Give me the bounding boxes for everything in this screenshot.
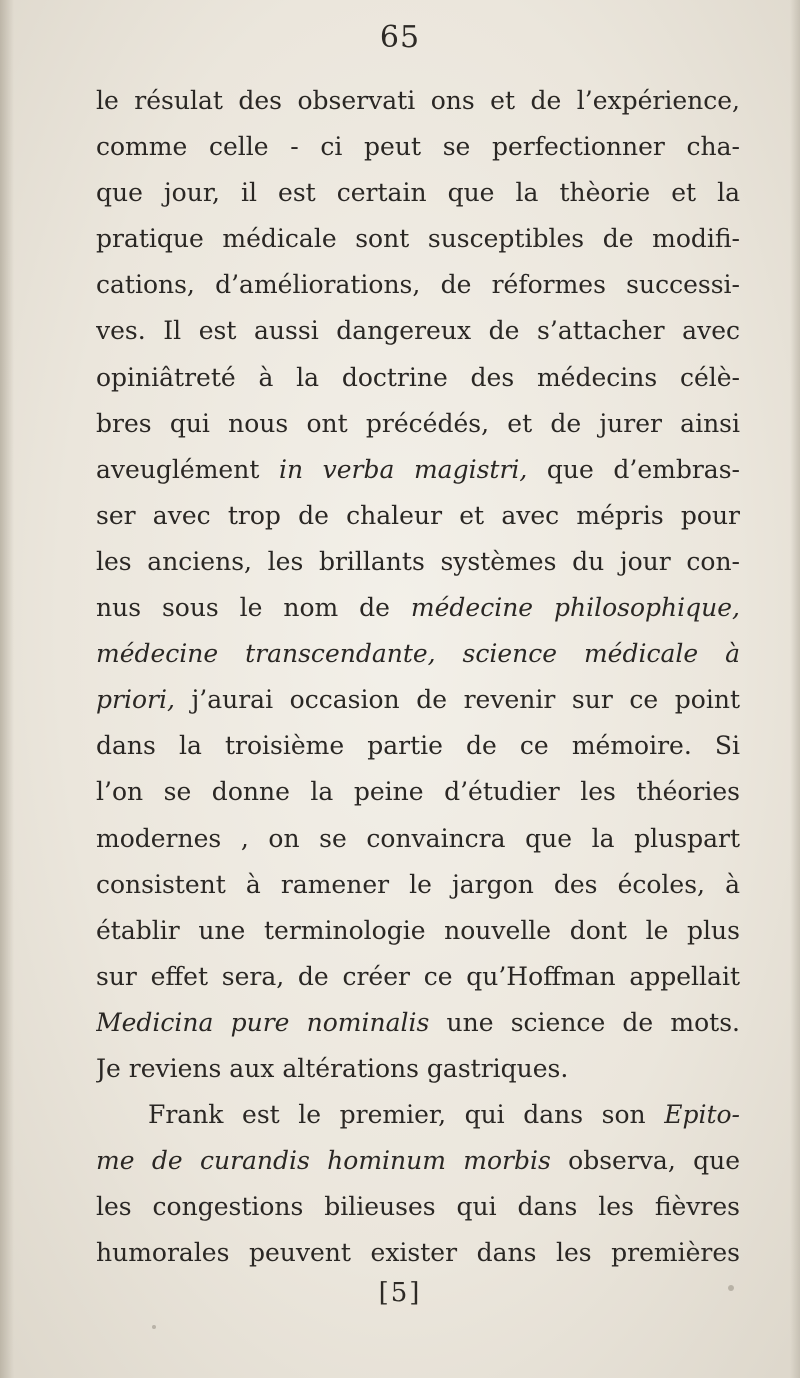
text-line [96, 585, 740, 631]
text-segment: établir une terminologie nouvelle dont le plus [96, 915, 740, 945]
text-segment: les anciens, les brillants systèmes du jour con- [96, 546, 740, 576]
italic-text: médecine philosophique, [410, 593, 740, 623]
text-line [96, 308, 740, 354]
text-line [96, 862, 740, 908]
text-segment: Frank est le premier, qui dans son [148, 1100, 665, 1130]
ink-speck [152, 1325, 156, 1329]
text-segment: que jour, il est certain que la thèorie et la [96, 178, 740, 208]
text-segment: Je reviens aux altérations gastriques. [96, 1053, 569, 1083]
text-line [96, 769, 740, 815]
text-segment: une science de mots. [429, 1007, 740, 1037]
text-line [96, 677, 740, 723]
text-line [96, 631, 740, 677]
text-segment: sur effet sera, de créer ce qu’Hoffman appellait [96, 961, 740, 991]
body-text [96, 78, 740, 1276]
text-line [96, 954, 740, 1000]
signature-mark: [5] [378, 1278, 422, 1308]
text-segment: l’on se donne la peine d’étudier les théories [96, 777, 740, 807]
text-segment: bres qui nous ont précédés, et de jurer ainsi [96, 408, 740, 438]
text-line [96, 723, 740, 769]
ink-speck [728, 1285, 734, 1291]
text-segment: que d’embras- [527, 454, 740, 484]
text-line [96, 1046, 740, 1092]
text-line [96, 124, 740, 170]
text-segment: humorales peuvent exister dans les premières [96, 1238, 740, 1268]
text-line [96, 908, 740, 954]
text-line [96, 1092, 740, 1138]
text-segment: aveuglément [96, 454, 279, 484]
text-line [96, 355, 740, 401]
text-segment: ves. Il est aussi dangereux de s’attacher avec [96, 316, 740, 346]
italic-text: médecine transcendante, science médicale à [96, 639, 740, 669]
text-segment: opiniâtreté à la doctrine des médecins célè- [96, 362, 740, 392]
text-segment: j’aurai occasion de revenir sur ce point [174, 685, 740, 715]
text-segment: ser avec trop de chaleur et avec mépris pour [96, 500, 740, 530]
page-number: 65 [379, 20, 421, 55]
page-left-shadow [0, 0, 14, 1378]
page-right-shadow [790, 0, 800, 1378]
text-segment: modernes , on se convaincra que la pluspart [96, 823, 740, 853]
text-segment: consistent à ramener le jargon des écoles, à [96, 869, 740, 899]
text-line [96, 170, 740, 216]
text-line [96, 262, 740, 308]
text-segment: le résulat des observati ons et de l’expérience, [96, 86, 740, 115]
text-line [96, 1184, 740, 1230]
text-line [96, 493, 740, 539]
text-line [96, 1000, 740, 1046]
italic-text: Medicina pure nominalis [96, 1007, 430, 1037]
text-segment: pratique médicale sont susceptibles de modifi- [96, 224, 740, 254]
text-segment: nus sous le nom de [96, 593, 411, 623]
text-line [96, 1138, 740, 1184]
text-segment: dans la troisième partie de ce mémoire. Si [96, 731, 740, 761]
text-line [96, 401, 740, 447]
text-segment: comme celle - ci peut se perfectionner cha- [96, 132, 740, 162]
text-segment: les congestions bilieuses qui dans les fièvres [96, 1192, 740, 1222]
text-line [96, 447, 740, 493]
italic-text: me de curandis hominum morbis [96, 1146, 551, 1176]
text-line [96, 539, 740, 585]
text-segment: cations, d’améliorations, de réformes successi- [96, 270, 740, 300]
italic-text: priori, [96, 685, 175, 715]
italic-text: Epito- [664, 1100, 740, 1130]
text-line [96, 78, 740, 124]
italic-text: in verba magistri, [278, 454, 528, 484]
text-line [96, 216, 740, 262]
text-segment: observa, que [550, 1146, 740, 1176]
text-line [96, 816, 740, 862]
text-line [96, 1230, 740, 1276]
